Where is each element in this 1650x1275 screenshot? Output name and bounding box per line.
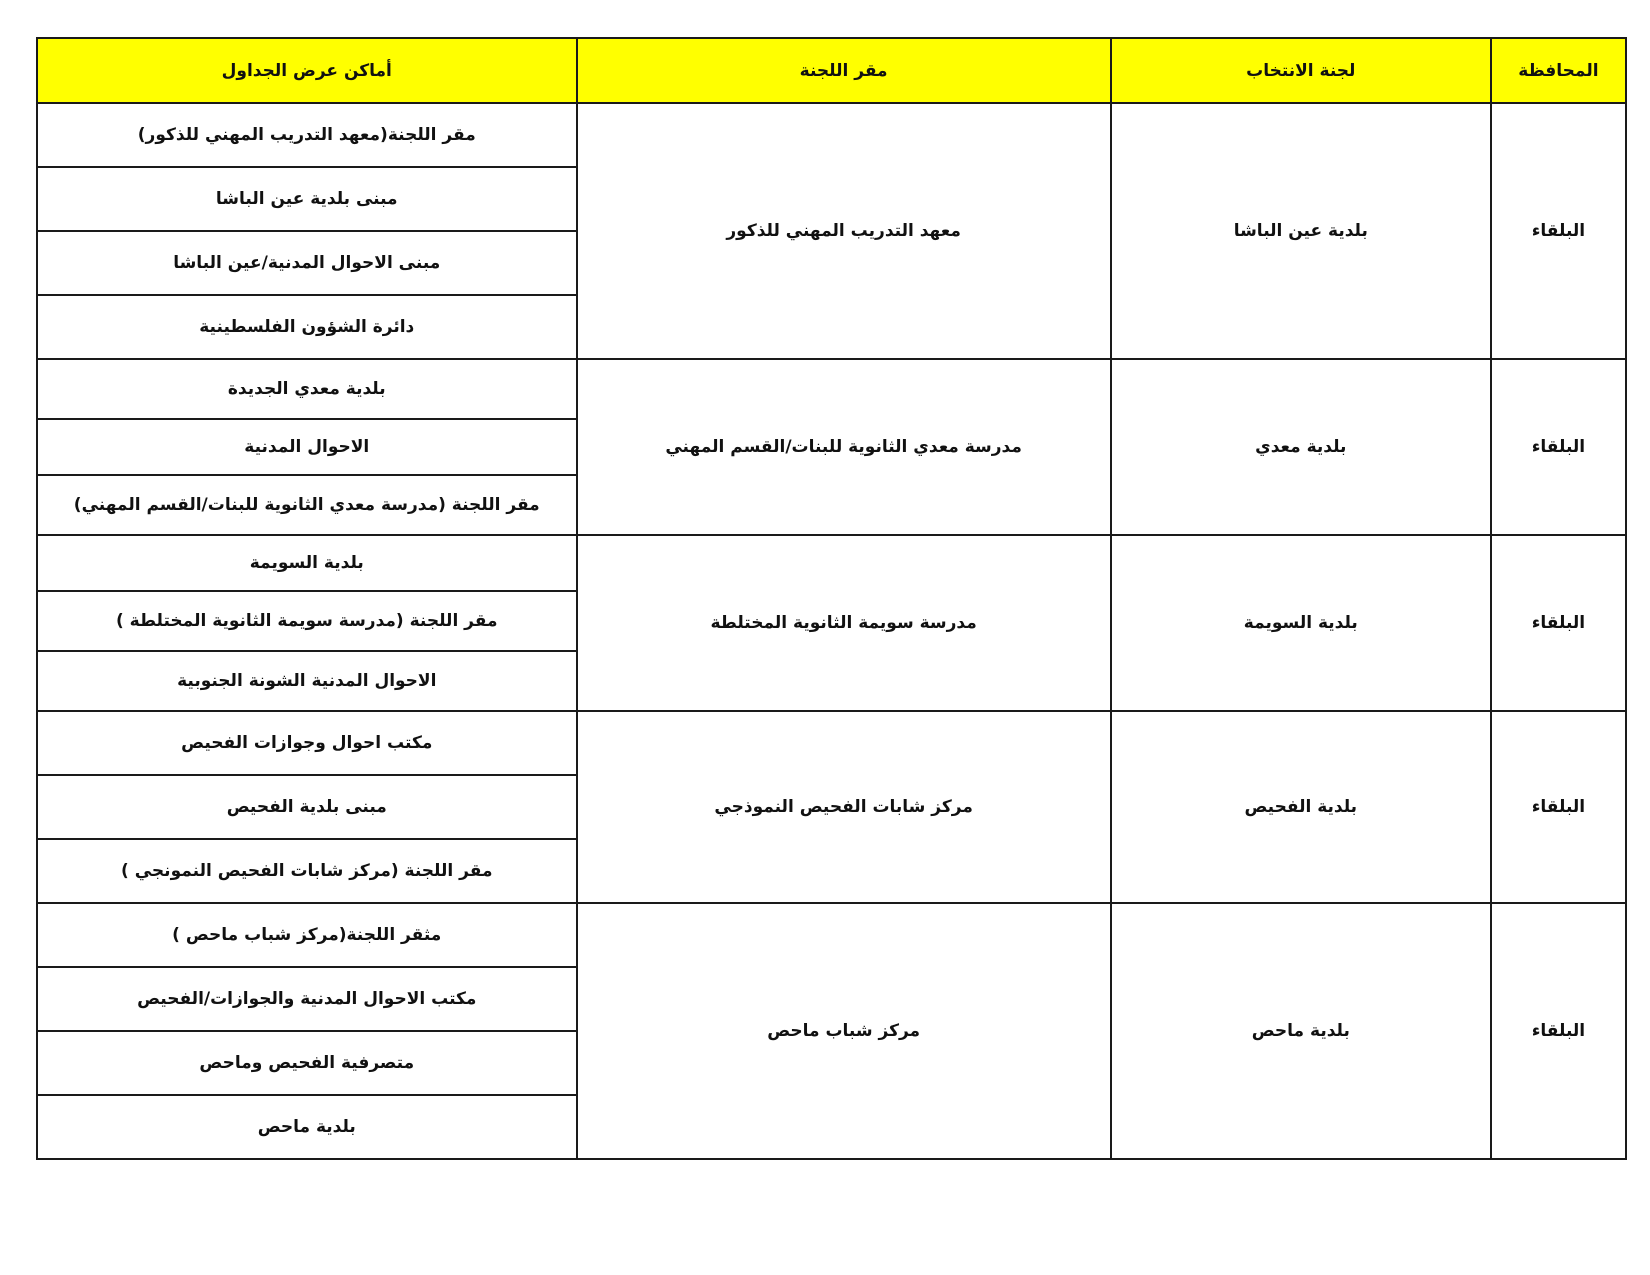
location-cell: بلدية ماحص — [37, 1095, 577, 1159]
location-cell: مقر اللجنة (مركز شابات الفحيص النمونجي ) — [37, 839, 577, 903]
location-cell: بلدية معدي الجديدة — [37, 359, 577, 419]
governorate-cell: البلقاء — [1491, 359, 1626, 535]
table-row — [37, 711, 1626, 775]
location-cell: الاحوال المدنية الشونة الجنوبية — [37, 651, 577, 711]
table-row — [37, 359, 1626, 419]
committee-cell: بلدية ماحص — [1111, 903, 1491, 1159]
hq-cell: مدرسة سويمة الثانوية المختلطة — [577, 535, 1111, 711]
hq-cell: مدرسة معدي الثانوية للبنات/القسم المهني — [577, 359, 1111, 535]
location-cell: مقر اللجنة(معهد التدريب المهني للذكور) — [37, 103, 577, 167]
hq-cell: مركز شابات الفحيص النموذجي — [577, 711, 1111, 903]
location-cell: مبنى الاحوال المدنية/عين الباشا — [37, 231, 577, 295]
location-cell: دائرة الشؤون الفلسطينية — [37, 295, 577, 359]
location-cell: مبنى بلدية الفحيص — [37, 775, 577, 839]
table-row — [37, 535, 1626, 591]
committee-cell: بلدية الفحيص — [1111, 711, 1491, 903]
location-cell: مقر اللجنة (مدرسة معدي الثانوية للبنات/القسم المهني) — [37, 475, 577, 535]
governorate-cell: البلقاء — [1491, 903, 1626, 1159]
hq-cell: مركز شباب ماحص — [577, 903, 1111, 1159]
header-governorate: المحافظة — [1491, 38, 1626, 103]
header-committee: لجنة الانتخاب — [1111, 38, 1491, 103]
committee-cell: بلدية معدي — [1111, 359, 1491, 535]
location-cell: مثقر اللجنة(مركز شباب ماحص ) — [37, 903, 577, 967]
committee-cell: بلدية السويمة — [1111, 535, 1491, 711]
location-cell: مكتب احوال وجوازات الفحيص — [37, 711, 577, 775]
committee-cell: بلدية عين الباشا — [1111, 103, 1491, 359]
header-locations: أماكن عرض الجداول — [37, 38, 577, 103]
location-cell: الاحوال المدنية — [37, 419, 577, 475]
governorate-cell: البلقاء — [1491, 103, 1626, 359]
header-row — [37, 38, 1626, 103]
hq-cell: معهد التدريب المهني للذكور — [577, 103, 1111, 359]
location-cell: متصرفية الفحيص وماحص — [37, 1031, 577, 1095]
header-hq: مقر اللجنة — [577, 38, 1111, 103]
table-row — [37, 103, 1626, 167]
polling-locations-table — [36, 37, 1627, 1160]
governorate-cell: البلقاء — [1491, 711, 1626, 903]
table-row — [37, 903, 1626, 967]
location-cell: بلدية السويمة — [37, 535, 577, 591]
governorate-cell: البلقاء — [1491, 535, 1626, 711]
location-cell: مبنى بلدية عين الباشا — [37, 167, 577, 231]
location-cell: مقر اللجنة (مدرسة سويمة الثانوية المختلطة ) — [37, 591, 577, 651]
location-cell: مكتب الاحوال المدنية والجوازات/الفحيص — [37, 967, 577, 1031]
